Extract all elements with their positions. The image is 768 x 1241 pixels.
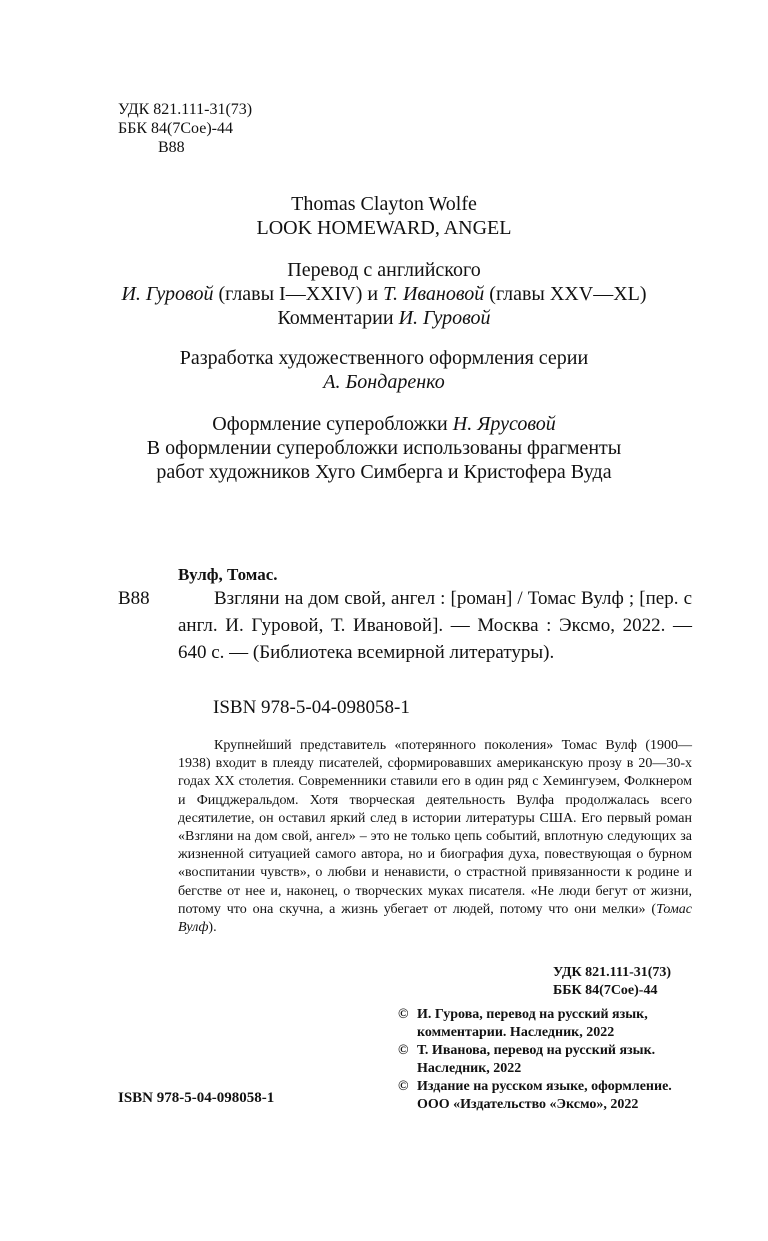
translator-1-chapters: (главы I—XXIV) и xyxy=(213,283,384,305)
series-designer: А. Бондаренко xyxy=(323,371,445,393)
original-title: LOOK HOMEWARD, ANGEL xyxy=(256,217,512,239)
bbk-code: ББК 84(7Сое)-44 xyxy=(118,120,233,137)
copyright-symbol: © xyxy=(398,1079,409,1094)
isbn-footer: ISBN 978-5-04-098058-1 xyxy=(118,1090,275,1106)
cover-artwork-line-2: работ художников Хуго Симберга и Кристофера Вуда xyxy=(156,461,612,483)
copyright-symbol: © xyxy=(398,1043,409,1058)
series-design-label: Разработка художественного оформления серии xyxy=(179,347,589,369)
cover-artwork-line-1: В оформлении суперобложки использованы фрагменты xyxy=(146,437,622,459)
copyright-line xyxy=(398,1042,698,1077)
cover-designer: Н. Ярусовой xyxy=(452,413,556,435)
translator-2-chapters: (главы XXV—XL) xyxy=(484,283,647,305)
translation-label: Перевод с английского xyxy=(287,259,481,281)
annotation-closing: ). xyxy=(208,920,217,936)
copyright-text: Т. Иванова, перевод на русский язык. Наследник, 2022 xyxy=(417,1043,656,1076)
copyright-line xyxy=(398,1078,698,1113)
catalog-description xyxy=(178,585,692,666)
comments-author: И. Гуровой xyxy=(398,307,491,329)
translation-credits xyxy=(0,258,768,330)
annotation-attribution: Томас Вулф xyxy=(178,901,692,936)
copyright-symbol: © xyxy=(398,1007,409,1022)
series-design-credits xyxy=(0,346,768,394)
original-author: Thomas Clayton Wolfe xyxy=(291,193,477,215)
copyright-text: И. Гурова, перевод на русский язык, комментарии. Наследник, 2022 xyxy=(417,1007,648,1040)
cover-credits xyxy=(0,412,768,484)
catalog-isbn: ISBN 978-5-04-098058-1 xyxy=(213,697,410,718)
comments-line xyxy=(0,306,768,330)
translator-1: И. Гуровой xyxy=(121,283,214,305)
translators-line xyxy=(0,282,768,306)
udk-code: УДК 821.111-31(73) xyxy=(118,101,253,118)
original-title-block xyxy=(0,192,768,240)
classification-codes xyxy=(118,100,252,157)
udk-code-bottom: УДК 821.111-31(73) xyxy=(553,965,672,980)
classification-codes-bottom xyxy=(553,964,671,1000)
catalog-cutter: В88 xyxy=(118,588,150,609)
copyright-block xyxy=(398,1006,698,1114)
bbk-code-bottom: ББК 84(7Сое)-44 xyxy=(553,983,658,998)
comments-label: Комментарии xyxy=(277,307,399,329)
catalog-author: Вулф, Томас. xyxy=(178,565,278,584)
translator-2: Т. Ивановой xyxy=(383,283,485,305)
copyright-line xyxy=(398,1006,698,1041)
catalog-description-text: Взгляни на дом свой, ангел : [роман] / Томас Вулф ; [пер. с англ. И. Гуровой, Т. Ивановой]. — Москва : Эксмо, 2022. — 640 с. — (Библиотека всемирной литературы). xyxy=(178,588,692,663)
copyright-text: Издание на русском языке, оформление. ООО «Издательство «Эксмо», 2022 xyxy=(417,1079,672,1112)
cutter-code: В88 xyxy=(158,139,185,156)
annotation-text: Крупнейший представитель «потерянного поколения» Томас Вулф (1900—1938) входит в плеяду писателей, сформировавших американскую прозу в 20—30-х годах XX столетия. Современники ставили его в один ряд с Хемингуэем, Фолкнером и Фицджеральдом. Хотя творческая деятельность Вулфа продолжалась всего десятилетие, он оставил яркий след в истории литературы США. Его первый роман «Взгляни на дом свой, ангел» – это не только цепь событий, вплотную следующих за жизненной ситуацией самого автора, но и биография духа, повествующая о бурном «воспитании чувств», о любви и ненависти, о страстной привязанности к родине и бегстве от нее и, наконец, о творческих муках писателя. «Не люди бегут от жизни, потому что она скучна, а жизнь убегает от людей, потому что они мелки» ( xyxy=(178,738,692,917)
cover-design-label: Оформление суперобложки xyxy=(212,413,453,435)
cover-design-line xyxy=(0,412,768,436)
annotation xyxy=(178,737,692,937)
